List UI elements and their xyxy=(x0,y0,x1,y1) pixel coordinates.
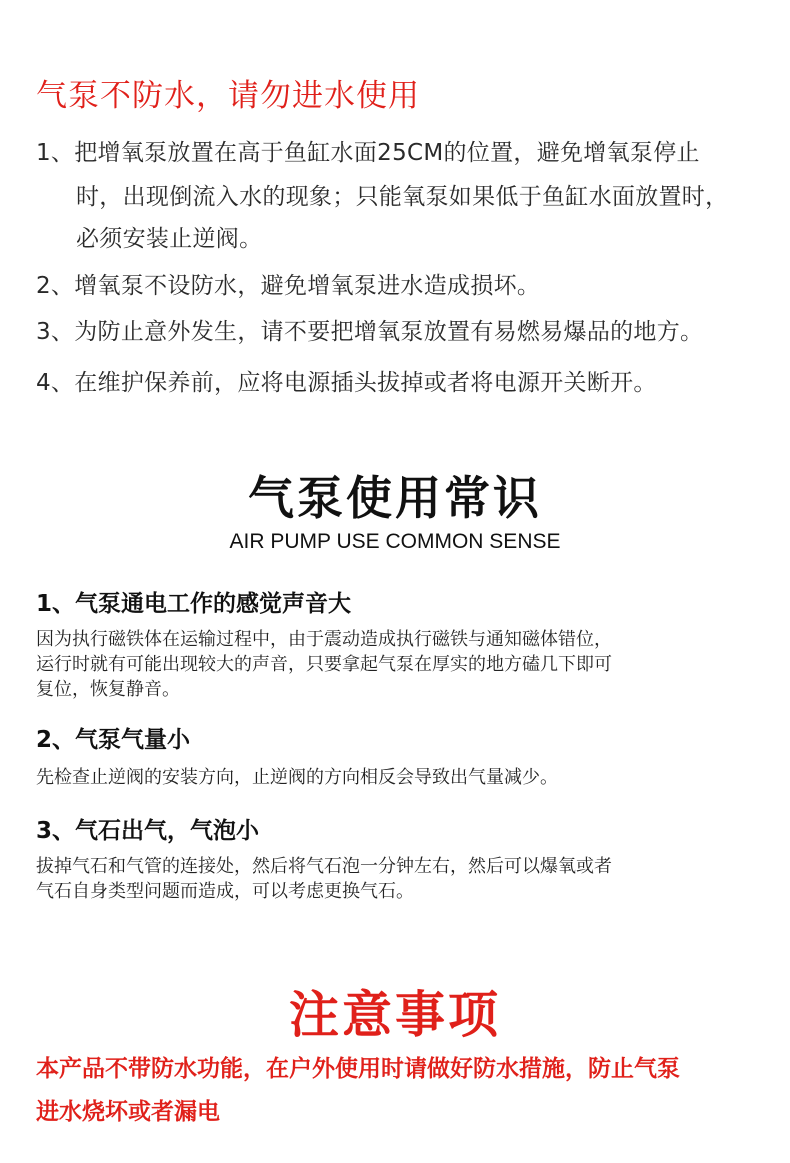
notice-line-1: 本产品不带防水功能，在户外使用时请做好防水措施，防止气泵 xyxy=(36,1056,680,1082)
common-sense-heading-2: 2、气泵气量小 xyxy=(36,727,191,753)
common-sense-body-1-line-1: 因为执行磁铁体在运输过程中，由于震动造成执行磁铁与通知磁体错位， xyxy=(36,629,612,650)
common-sense-heading-1: 1、气泵通电工作的感觉声音大 xyxy=(36,591,352,617)
common-sense-body-1-line-3: 复位，恢复静音。 xyxy=(36,679,180,700)
common-sense-body-2-line-1: 先检查止逆阀的安装方向，止逆阀的方向相反会导致出气量减少。 xyxy=(36,767,558,788)
notice-title: 注意事项 xyxy=(289,986,501,1044)
warning-line-2: 2、增氧泵不设防水，避免增氧泵进水造成损坏。 xyxy=(36,273,541,299)
warning-line-1: 1、把增氧泵放置在高于鱼缸水面25CM的位置，避免增氧泵停止 xyxy=(36,140,700,166)
warning-line-1-cont2: 必须安装止逆阀。 xyxy=(76,226,263,252)
warning-line-4: 4、在维护保养前，应将电源插头拔掉或者将电源开关断开。 xyxy=(36,370,657,396)
common-sense-body-3-line-1: 拔掉气石和气管的连接处，然后将气石泡一分钟左右，然后可以爆氧或者 xyxy=(36,856,612,877)
common-sense-subtitle: AIR PUMP USE COMMON SENSE xyxy=(229,530,561,553)
notice-line-2: 进水烧坏或者漏电 xyxy=(36,1099,220,1125)
warning-line-3: 3、为防止意外发生，请不要把增氧泵放置有易燃易爆品的地方。 xyxy=(36,319,704,345)
common-sense-heading-3: 3、气石出气，气泡小 xyxy=(36,818,260,844)
warning-line-1-cont: 时，出现倒流入水的现象；只能氧泵如果低于鱼缸水面放置时， xyxy=(76,184,729,210)
common-sense-body-3-line-2: 气石自身类型问题而造成，可以考虑更换气石。 xyxy=(36,881,414,902)
common-sense-title: 气泵使用常识 xyxy=(248,471,542,525)
warning-title: 气泵不防水，请勿进水使用 xyxy=(36,78,420,114)
common-sense-body-1-line-2: 运行时就有可能出现较大的声音，只要拿起气泵在厚实的地方磕几下即可 xyxy=(36,654,612,675)
